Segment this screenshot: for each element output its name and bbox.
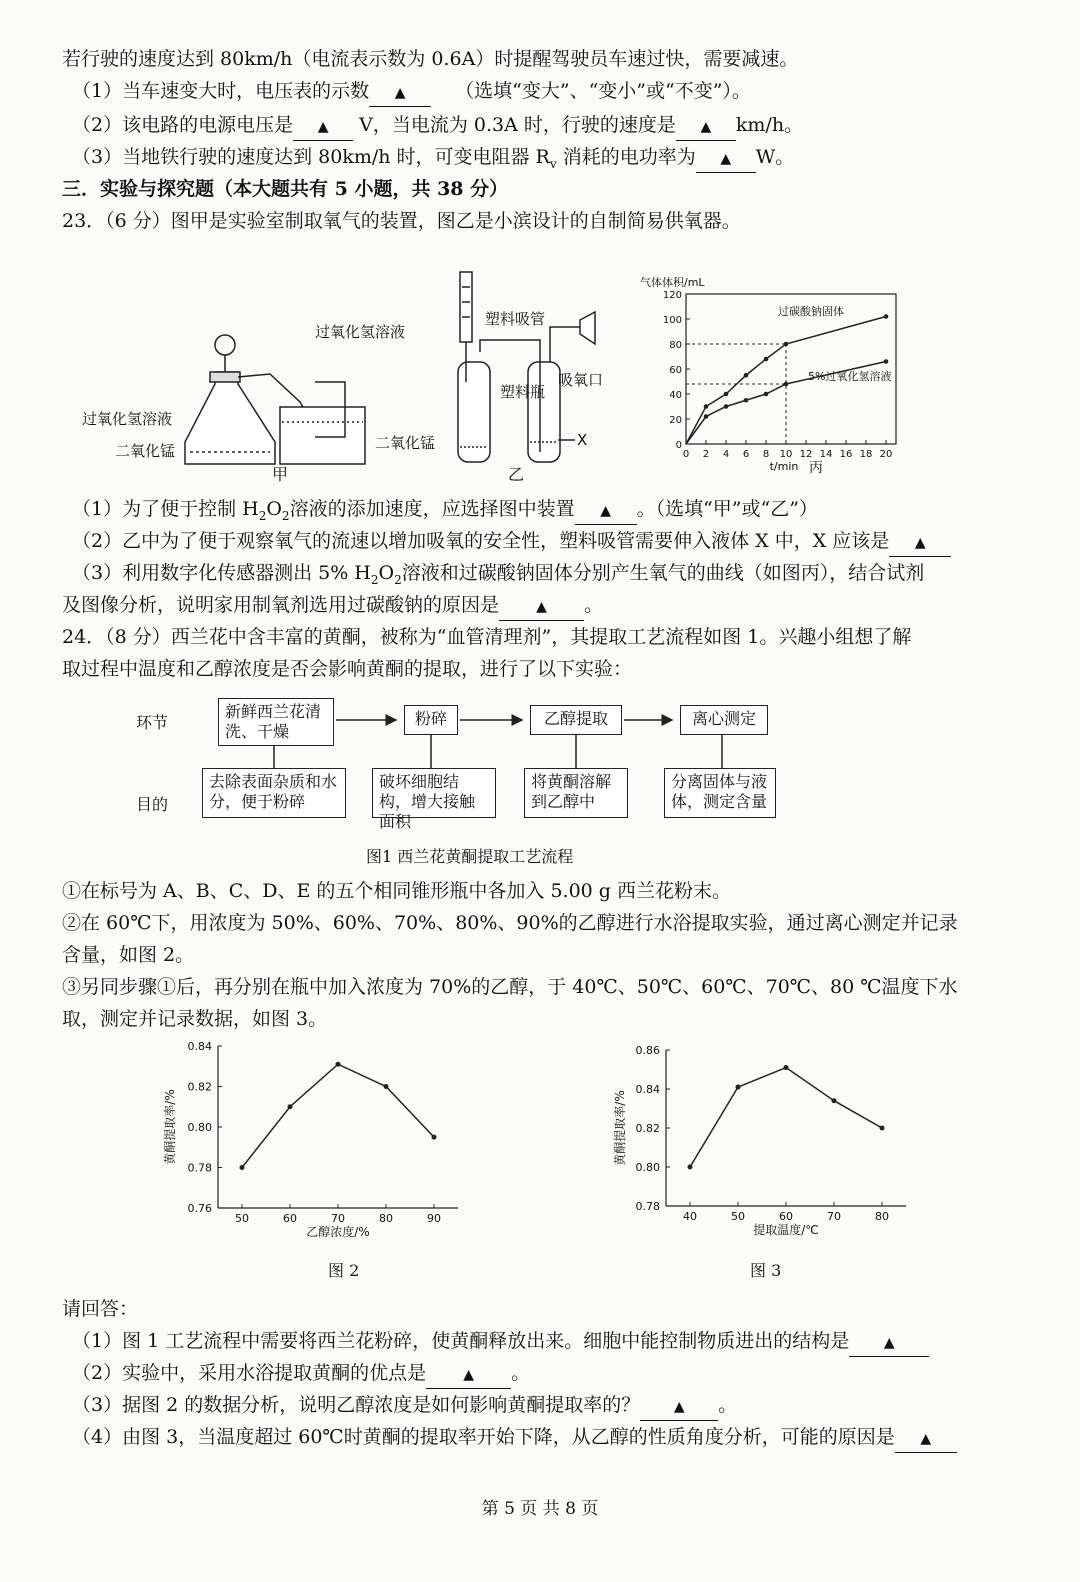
- flow-caption: 图1 西兰花黄酮提取工艺流程: [366, 847, 574, 866]
- q24-step2a: ②在 60℃下，用浓度为 50%、60%、70%、80%、90%的乙醇进行水浴提取实验，通过离心测定并记录: [62, 912, 958, 934]
- jia-label: 甲: [272, 465, 289, 484]
- series-line: [242, 1064, 434, 1167]
- y-tick-label: 0.84: [635, 1083, 660, 1096]
- section-heading: 三．实验与探究题（本大题共有 5 小题，共 38 分）: [62, 178, 509, 200]
- series-line: [690, 1068, 882, 1167]
- q24-step2b: 含量，如图 2。: [62, 944, 195, 966]
- data-point: [240, 1165, 245, 1170]
- jia-mno2-label: 二氧化锰: [115, 442, 176, 460]
- q23-figures: [70, 262, 950, 492]
- q22-sub2: （2）该电路的电源电压是 ▲ V，当电流为 0.3A 时，行驶的速度是 ▲ km/h。: [72, 110, 803, 141]
- y-tick-label: 0.76: [187, 1202, 212, 1215]
- x-tick-label: 16: [839, 449, 853, 460]
- x-tick-label: 8: [762, 449, 770, 460]
- data-point: [784, 382, 789, 387]
- flow-purpose-1: 去除表面杂质和水分，便于粉碎: [202, 768, 346, 818]
- x-tick-label: 6: [742, 449, 750, 460]
- q23-sub2: （2）乙中为了便于观察氧气的流速以增加吸氧的安全性，塑料吸管需要伸入液体 X 中，X 应该是 ▲: [72, 526, 951, 557]
- x-tick-label: 12: [799, 449, 813, 460]
- fig2-caption: 图 2: [328, 1261, 360, 1280]
- y-tick-label: 0.80: [635, 1161, 660, 1174]
- page-footer: 第 5 页 共 8 页: [481, 1499, 599, 1519]
- q24-intro-1: 24．（8 分）西兰花中含丰富的黄酮，被称为“血管清理剂”，其提取工艺流程如图 1。兴趣小组想了解: [62, 626, 912, 648]
- flow-step-1: 新鲜西兰花清洗、干燥: [218, 698, 334, 746]
- x-tick-label: 90: [427, 1212, 441, 1225]
- q22-intro: 若行驶的速度达到 80km/h（电流表示数为 0.6A）时提醒驾驶员车速过快，需要减速。: [62, 48, 799, 70]
- data-point: [704, 414, 709, 419]
- data-point: [688, 1165, 693, 1170]
- y-tick-label: 0.86: [635, 1044, 660, 1057]
- flow-purpose-2: 破坏细胞结构，增大接触面积: [372, 768, 496, 818]
- chart-bing: [640, 275, 896, 476]
- x-tick-label: 50: [235, 1212, 249, 1225]
- q23-intro: 23．（6 分）图甲是实验室制取氧气的装置，图乙是小滨设计的自制简易供氧器。: [62, 210, 741, 232]
- x-tick-label: 80: [379, 1212, 393, 1225]
- data-point: [724, 404, 729, 409]
- data-point: [432, 1135, 437, 1140]
- q24-step1: ①在标号为 A、B、C、D、E 的五个相同锥形瓶中各加入 5.00 g 西兰花粉末。: [62, 880, 731, 902]
- x-tick-label: 14: [819, 449, 833, 460]
- x-tick-label: 20: [879, 449, 893, 460]
- x-tick-label: 2: [702, 449, 710, 460]
- x-axis-label: 提取温度/℃: [753, 1223, 819, 1237]
- flow-step-3: 乙醇提取: [530, 705, 622, 735]
- data-point: [724, 392, 729, 397]
- x-tick-label: 60: [283, 1212, 297, 1225]
- x-tick-label: 0: [682, 449, 690, 460]
- yi-tube-label: 塑料吸管: [485, 310, 546, 328]
- y-axis-label: 黄酮提取率/%: [163, 1089, 177, 1165]
- yi-x-label: X: [577, 431, 588, 449]
- y-tick-label: 100: [662, 315, 682, 326]
- flow-step-2: 粉碎: [404, 705, 458, 735]
- flow-purpose-3: 将黄酮溶解到乙醇中: [524, 768, 628, 818]
- jia-h2o2-label: 过氧化氢溶液: [82, 410, 173, 428]
- data-point: [784, 1065, 789, 1070]
- data-point: [784, 342, 789, 347]
- x-tick-label: 60: [779, 1210, 793, 1223]
- x-axis-label: 乙醇浓度/%: [306, 1225, 370, 1239]
- chart-fig2: [160, 1036, 470, 1246]
- data-point: [744, 373, 749, 378]
- y-axis-label: 气体体积/mL: [640, 276, 705, 289]
- y-tick-label: 0: [675, 440, 682, 451]
- x-tick-label: 10: [779, 449, 793, 460]
- q24-step3a: ③另同步骤①后，再分别在瓶中加入浓度为 70%的乙醇，于 40℃、50℃、60℃、70℃、80 ℃温度下水: [62, 976, 958, 998]
- y-tick-label: 0.82: [187, 1080, 212, 1094]
- q24-step3b: 取，测定并记录数据，如图 3。: [62, 1008, 328, 1030]
- data-point: [764, 392, 769, 397]
- y-tick-label: 20: [669, 415, 682, 426]
- x-tick-label: 70: [827, 1210, 841, 1223]
- y-tick-label: 0.84: [187, 1040, 212, 1053]
- series-label-percarbonate: 过碳酸钠固体: [778, 305, 844, 318]
- y-tick-label: 0.78: [635, 1200, 660, 1213]
- data-point: [704, 404, 709, 409]
- q24-sub2: （2）实验中，采用水浴提取黄酮的优点是 ▲ 。: [72, 1358, 530, 1389]
- flow-purpose-4: 分离固体与液体，测定含量: [664, 768, 776, 818]
- bing-label: 丙: [809, 460, 823, 476]
- data-point: [288, 1104, 293, 1109]
- q22-sub3: （3）当地铁行驶的速度达到 80km/h 时，可变电阻器 $R_v$ 消耗的电功率为 ▲ W。: [72, 142, 794, 179]
- x-tick-label: 4: [722, 449, 730, 460]
- flow-row-label-purpose: 目的: [136, 795, 169, 814]
- y-tick-label: 40: [669, 390, 682, 401]
- q24-sub4: （4）由图 3，当温度超过 60℃时黄酮的提取率开始下降，从乙醇的性质角度分析，可能的原因是 ▲: [72, 1422, 957, 1453]
- y-tick-label: 60: [669, 365, 682, 376]
- x-tick-label: 18: [859, 449, 873, 460]
- data-point: [736, 1085, 741, 1090]
- q24-sub1: （1）图 1 工艺流程中需要将西兰花粉碎，使黄酮释放出来。细胞中能控制物质进出的结构是 ▲: [72, 1326, 929, 1357]
- fig3-caption: 图 3: [750, 1261, 782, 1280]
- flow-connectors: [0, 690, 1080, 770]
- y-tick-label: 120: [662, 290, 682, 301]
- series-label-h2o2: 5%过氧化氢溶液: [808, 370, 892, 383]
- x-axis-label: t/min: [769, 460, 799, 473]
- q24-sub3: （3）据图 2 的数据分析，说明乙醇浓度是如何影响黄酮提取率的？ ▲ 。: [72, 1390, 737, 1421]
- chart-fig3: [610, 1040, 920, 1240]
- flow-row-label-step: 环节: [136, 713, 169, 732]
- data-point: [384, 1084, 389, 1089]
- y-tick-label: 0.78: [187, 1161, 212, 1175]
- q22-sub1: （1）当车速变大时，电压表的示数 ▲ （选填“变大”、“变小”或“不变”）。: [72, 76, 751, 107]
- y-axis-label: 黄酮提取率/%: [613, 1090, 627, 1166]
- x-tick-label: 50: [731, 1210, 745, 1223]
- flow-step-4: 离心测定: [680, 705, 768, 735]
- y-tick-label: 0.80: [187, 1121, 212, 1134]
- q23-sub3: （3）利用数字化传感器测出 5% $H_2O_2$溶液和过碳酸钠固体分别产生氧气的曲线（如图丙），结合试剂: [72, 562, 925, 587]
- data-point: [832, 1098, 837, 1103]
- q23-sub1: （1）为了便于控制 $H_2O_2$溶液的添加速度，应选择图中装置 ▲ 。（选填“甲”或“乙”）: [72, 494, 818, 531]
- data-point: [884, 359, 889, 364]
- x-tick-label: 70: [331, 1212, 345, 1225]
- yi-bottle-label: 塑料瓶: [500, 383, 546, 401]
- y-tick-label: 80: [669, 340, 682, 351]
- answer-intro: 请回答：: [62, 1298, 139, 1320]
- x-tick-label: 40: [683, 1210, 697, 1223]
- data-point: [764, 357, 769, 362]
- q24-intro-2: 取过程中温度和乙醇浓度是否会影响黄酮的提取，进行了以下实验：: [62, 658, 633, 680]
- q23-sub3-cont: 及图像分析，说明家用制氧剂选用过碳酸钠的原因是 ▲ 。: [62, 590, 603, 621]
- data-point: [880, 1126, 885, 1131]
- data-point: [336, 1062, 341, 1067]
- yi-mno2-label: 二氧化锰: [375, 434, 436, 452]
- x-tick-label: 80: [875, 1210, 889, 1223]
- y-tick-label: 0.82: [635, 1122, 660, 1135]
- apparatus-jia: [82, 335, 365, 484]
- yi-h2o2-label: 过氧化氢溶液: [315, 323, 406, 341]
- data-point: [884, 314, 889, 319]
- yi-label: 乙: [508, 465, 525, 484]
- data-point: [744, 398, 749, 403]
- yi-outlet-label: 吸氧口: [558, 371, 604, 389]
